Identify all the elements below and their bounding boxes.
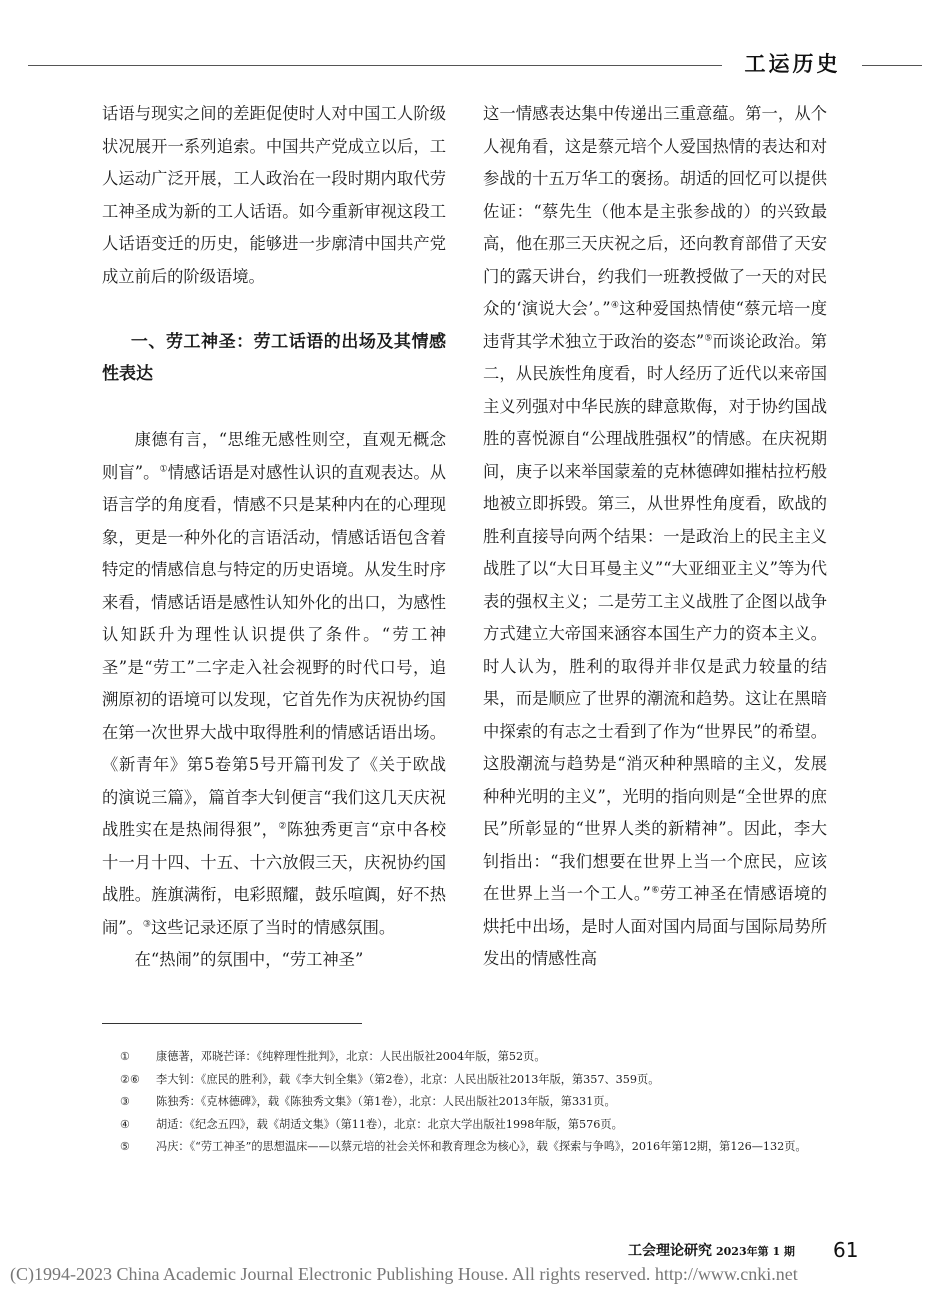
paragraph-kant [102,424,446,944]
footnote-ref-2: ② [278,821,287,832]
left-column [102,98,446,977]
text-run: 康德有言，“思维无感性则空，直观无概念则盲”。 [102,430,446,482]
paragraph-intro: 话语与现实之间的差距促使时人对中国工人阶级状况展开一系列追索。中国共产党成立以后，工人运动广泛开展，工人政治在一段时期内取代劳工神圣成为新的工人话语。如今重新审视这段工人话语变迁的历史，能够进一步廓清中国共产党成立前后的阶级语境。 [102,104,446,286]
text-run: 情感话语是对感性认识的直观表达。从语言学的角度看，情感不只是某种内在的心理现象，更是一种外化的言语活动，情感话语包含着特定的情感信息与特定的历史语境。从发生时序来看，情感话语是感性认知外化的出口，为感性认知跃升为理性认识提供了条件。“劳工神圣”是“劳工”二字走入社会视野的时代口号，追溯原初的语境可以发现，它首先作为庆祝协约国在第一次世界大战中取得胜利的情感话语出场。《新青年》第5卷第5号开篇刊发了《关于欧战的演说三篇》，篇首李大钊便言“我们这几天庆祝战胜实在是热闹得狠”， [102,462,446,839]
footnote [120,1091,840,1114]
footnote-ref-1: ① [159,464,168,475]
footnote-text: 康德著，邓晓芒译：《纯粹理性批判》，北京：人民出版社2004年版，第52页。 [156,1050,546,1063]
header-rule-left [28,65,722,66]
page-number: 61 [833,1238,859,1262]
footnote-ref-6: ⑥ [650,885,660,896]
journal-footer [628,1238,795,1264]
copyright-notice: (C)1994-2023 China Academic Journal Electronic Publishing House. All rights reserved. http://www.cnki.net [10,1264,798,1284]
journal-name: 工会理论研究 [628,1243,712,1259]
footnote-text: 李大钊：《庶民的胜利》，载《李大钊全集》（第2卷），北京：人民出版社2013年版，第357、359页。 [156,1072,660,1086]
section-title: 工运历史 [744,52,841,76]
text-run: 陈独秀更言“京中各校十一月十四、十五、十六放假三天，庆祝协约国战胜。旌旗满衔，电彩照耀，鼓乐喧阗，好不热闹”。 [102,820,446,937]
text-run: 这些记录还原了当时的情感氛围。 [150,917,396,937]
text-run: 劳工神圣在情感语境的烘托中出场，是时人面对国内局面与国际局势所发出的情感性高 [483,884,827,968]
paragraph-atmosphere: 在“热闹”的氛围中，“劳工神圣” [134,950,364,969]
footnote-mark: ④ [120,1117,131,1131]
footnote-mark: ① [120,1050,131,1063]
footnotes [120,1046,840,1159]
text-run: 而谈论政治。第二，从民族性角度看，时人经历了近代以来帝国主义列强对中华民族的肆意欺侮，对于协约国战胜的喜悦源自“公理战胜强权”的情感。在庆祝期间，庚子以来举国蒙羞的克林德碑如摧枯拉朽般地被立即拆毁。第三，从世界性角度看，欧战的胜利直接导向两个结果：一是政治上的民主主义战胜了以“大日耳曼主义”“大亚细亚主义”等为代表的强权主义；二是劳工主义战胜了企图以战争方式建立大帝国来涵容本国生产力的资本主义。时人认为，胜利的取得并非仅是武力较量的结果，而是顺应了世界的潮流和趋势。这让在黑暗中探索的有志之士看到了作为“世界民”的希望。这股潮流与趋势是“消灭种种黑暗的主义，发展种种光明的主义”，光明的指向则是“全世界的庶民”所彰显的“世界人类的新精神”。因此，李大钊指出：“我们想要在世界上当一个庶民，应该在世界上当一个工人。” [483,331,827,903]
footnote [120,1046,840,1069]
footnote-mark: ②⑥ [120,1072,141,1086]
text-run: 这种爱国热情使“蔡元培一度违背其学术独立于政治的姿态” [483,299,828,351]
text-run: 这一情感表达集中传递出三重意蕴。第一，从个人视角看，这是蔡元培个人爱国热情的表达和对参战的十五万华工的褒扬。胡适的回忆可以提供佐证：“蔡先生（他本是主张参战的）的兴致最高，他在那三天庆祝之后，还向教育部借了天安门的露天讲台，约我们一班教授做了一天的对民众的‘演说大会’。” [483,104,827,318]
footnote-ref-3: ③ [142,919,151,930]
footnote-text: 冯庆：《“劳工神圣”的思想温床——以蔡元培的社会关怀和教育理念为核心》，载《探索与争鸣》，2016年第12期，第126—132页。 [156,1140,807,1153]
footnote-text: 胡适：《纪念五四》，载《胡适文集》（第11卷），北京：北京大学出版社1998年版，第576页。 [156,1117,623,1131]
footnote-rule [102,1023,362,1024]
footnote [120,1069,840,1092]
footnote-mark: ⑤ [120,1140,131,1153]
section-heading: 一、劳工神圣：劳工话语的出场及其情感性表达 [102,332,446,384]
footnote [120,1136,840,1159]
footnote-mark: ③ [120,1095,131,1108]
right-column [483,98,827,976]
journal-issue: 2023年第 1 期 [716,1245,795,1258]
paragraph-three-meanings [483,98,827,976]
footnote [120,1114,840,1137]
footnote-ref-5: ⑤ [704,333,713,344]
footnote-text: 陈独秀：《克林德碑》，载《陈独秀文集》（第1卷），北京：人民出版社2013年版，第331页。 [156,1095,616,1108]
footnote-ref-4: ④ [610,300,620,311]
header-rule-right [862,65,922,66]
